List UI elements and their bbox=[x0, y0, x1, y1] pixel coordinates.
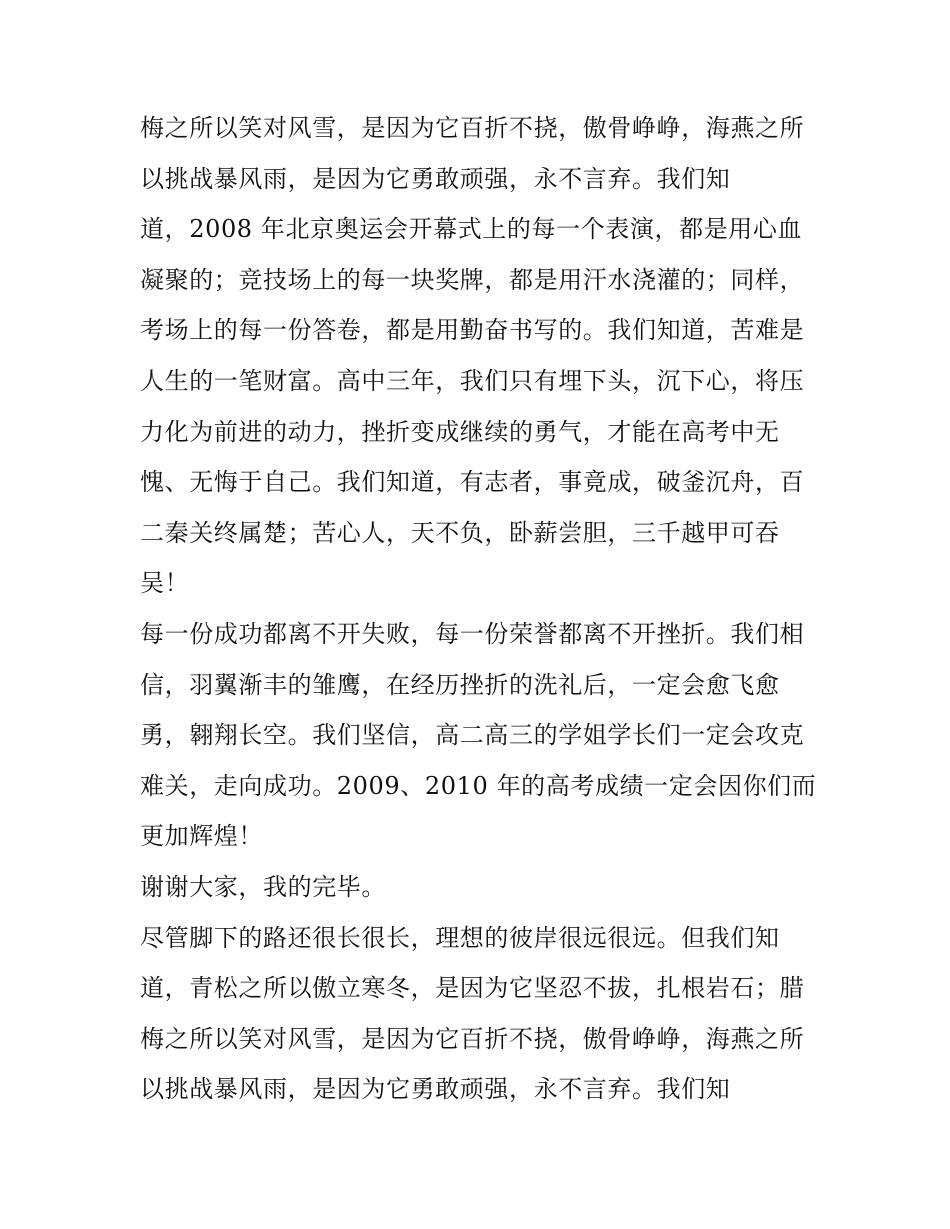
text-line: 更加辉煌！ bbox=[140, 822, 263, 851]
text-line: 愧、无悔于自己。我们知道，有志者，事竟成，破釜沉舟，百 bbox=[140, 468, 805, 497]
text-line: 以挑战暴风雨，是因为它勇敢顽强，永不言弃。我们知 bbox=[140, 164, 731, 193]
text-line: 难关，走向成功。2009、2010 年的高考成绩一定会因你们而 bbox=[140, 771, 817, 800]
body-text bbox=[140, 103, 820, 1115]
text-line: 梅之所以笑对风雪，是因为它百折不挠，傲骨峥峥，海燕之所 bbox=[140, 114, 805, 142]
text-line: 力化为前进的动力，挫折变成继续的勇气，才能在高考中无 bbox=[140, 417, 780, 446]
text-line: 梅之所以笑对风雪，是因为它百折不挠，傲骨峥峥，海燕之所 bbox=[140, 1024, 805, 1053]
text-line: 二秦关终属楚；苦心人，天不负，卧薪尝胆，三千越甲可吞 bbox=[140, 518, 780, 547]
text-line: 尽管脚下的路还很长很长，理想的彼岸很远很远。但我们知 bbox=[140, 923, 780, 952]
text-line: 信，羽翼渐丰的雏鹰，在经历挫折的洗礼后，一定会愈飞愈 bbox=[140, 670, 780, 699]
text-line: 吴！ bbox=[140, 569, 190, 598]
text-line: 勇，翱翔长空。我们坚信，高二高三的学姐学长们一定会攻克 bbox=[140, 721, 805, 750]
text-line: 人生的一笔财富。高中三年，我们只有埋下头，沉下心，将压 bbox=[140, 366, 805, 395]
text-line: 考场上的每一份答卷，都是用勤奋书写的。我们知道，苦难是 bbox=[140, 316, 805, 345]
text-line: 道，2008 年北京奥运会开幕式上的每一个表演，都是用心血 bbox=[140, 215, 803, 244]
text-line: 凝聚的；竞技场上的每一块奖牌，都是用汗水浇灌的；同样， bbox=[140, 265, 805, 294]
text-line: 谢谢大家，我的完毕。 bbox=[140, 872, 386, 901]
text-line: 每一份成功都离不开失败，每一份荣誉都离不开挫折。我们相 bbox=[140, 619, 805, 648]
text-line: 以挑战暴风雨，是因为它勇敢顽强，永不言弃。我们知 bbox=[140, 1075, 731, 1104]
text-line: 道，青松之所以傲立寒冬，是因为它坚忍不拔，扎根岩石；腊 bbox=[140, 974, 805, 1003]
